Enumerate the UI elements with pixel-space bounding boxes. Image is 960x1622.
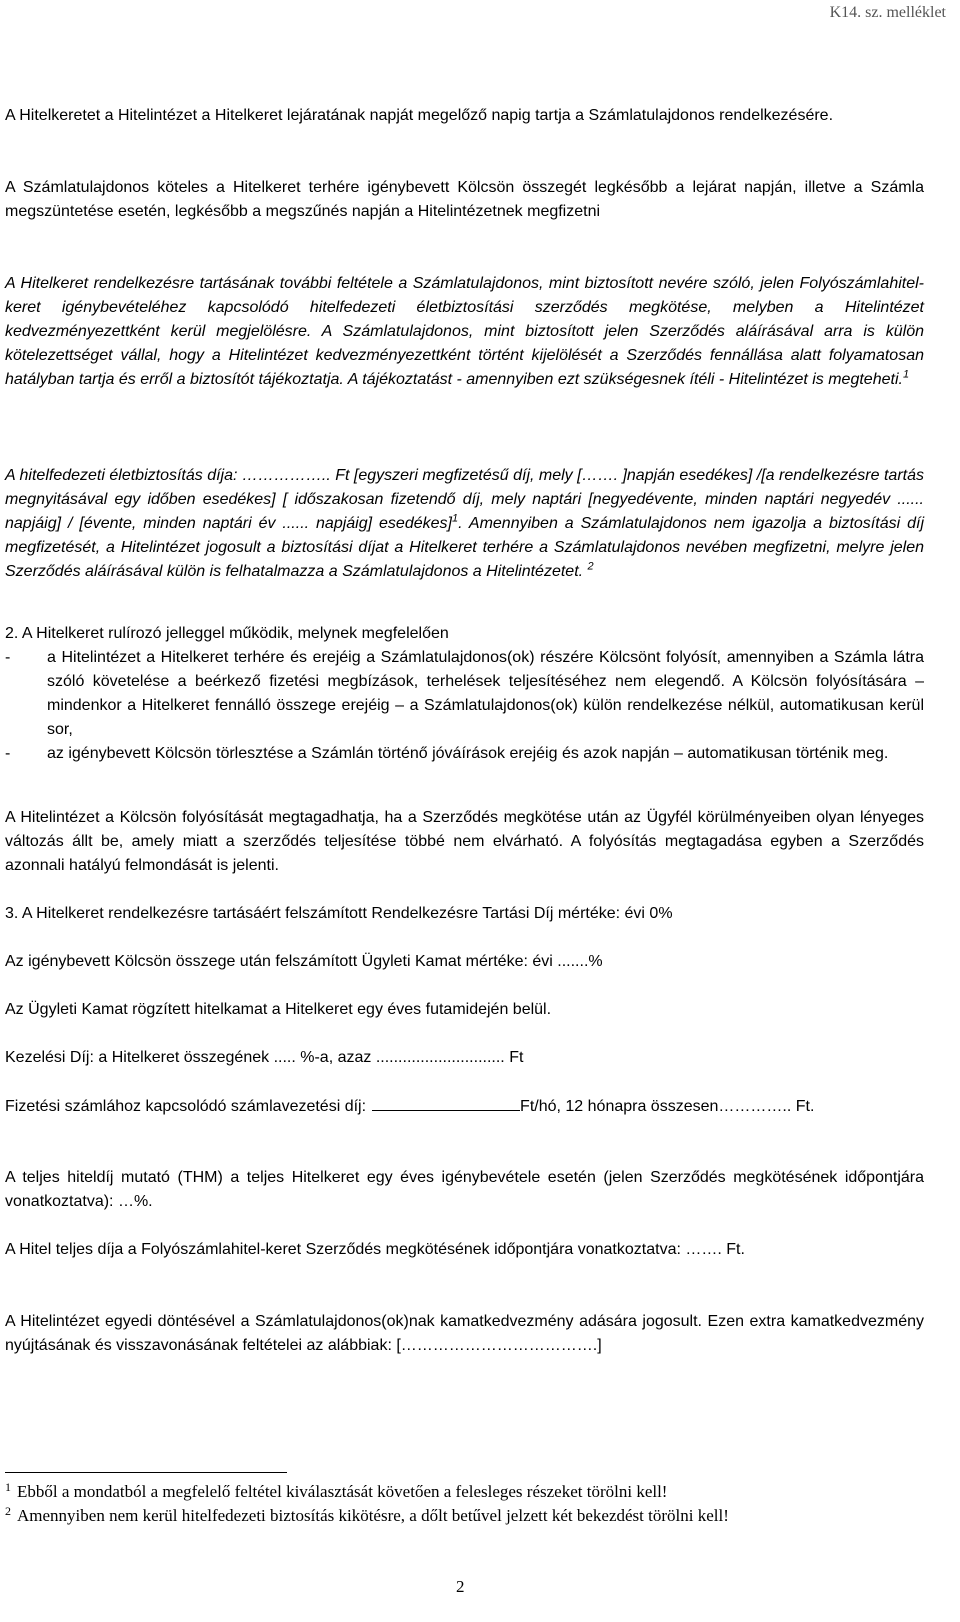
list-item-text: az igénybevett Kölcsön törlesztése a Számlán történő jóváírások erejéig és azok napján – automatikusan történik meg.	[47, 745, 889, 762]
footnote-ref-2: 2	[587, 560, 594, 573]
page-header: K14. sz. melléklet	[829, 4, 946, 21]
footnote-divider	[5, 1472, 287, 1473]
paragraph-discount: A Hitelintézet egyedi döntésével a Számlatulajdonos(ok)nak kamatkedvezmény adására jogosult. Ezen extra kamatkedvezmény nyújtásának és visszavonásának feltételei az alábbiak: [……………………………….]	[5, 1313, 924, 1354]
footnote-2	[5, 1504, 930, 1529]
page-number: 2	[456, 1577, 465, 1596]
footnote-ref-1: 1	[902, 368, 910, 381]
footnote-ref-1b: 1	[451, 512, 459, 525]
footnote-number: 2	[5, 1504, 11, 1518]
footnote-text: Amennyiben nem kerül hitelfedezeti biztosítás kikötésre, a dőlt betűvel jelzett két bekezdést törölni kell!	[17, 1506, 729, 1525]
list-item-repayment	[5, 742, 924, 766]
footnote-number: 1	[5, 1480, 11, 1494]
insurance-condition-text: A Hitelkeret rendelkezésre tartásának további feltétele a Számlatulajdonos, mint biztosított nevére szóló, jelen Folyószámlahitel-keret igénybevételéhez kapcsolódó hitelfedezeti életbiztosítási szerződés megkötése, melyben a Hitelintézet kedvezményezettként kerül megjelölésre. A Számlatulajdonos, mint biztosított jelen Szerződés aláírásával arra is külön kötelezettséget vállal, hogy a Hitelintézet kedvezményezettként történt kijelölését a Szerződés fennállása alatt folyamatosan hatályban tartja és erről a biztosítót tájékoztatja. A tájékoztatást - amennyiben ezt szükségesnek ítéli - Hitelintézet is megteheti.	[5, 275, 924, 388]
paragraph-credit-line-availability: A Hitelkeretet a Hitelintézet a Hitelkeret lejáratának napját megelőző napig tartja a Számlatulajdonos rendelkezésére.	[5, 107, 834, 124]
paragraph-thm: A teljes hiteldíj mutató (THM) a teljes Hitelkeret egy éves igénybevétele esetén (jelen Szerződés megkötésének időpontjára vonatkoztatva): …%.	[5, 1169, 924, 1210]
paragraph-repayment-obligation: A Számlatulajdonos köteles a Hitelkeret terhére igénybevett Kölcsön összegét legkésőbb a lejárat napján, illetve a Számla megszüntetése esetén, legkésőbb a megszűnés napján a Hitelintézetnek megfizetni	[5, 179, 924, 220]
paragraph-total-cost: A Hitel teljes díja a Folyószámlahitel-keret Szerződés megkötésének időpontjára vonatkoztatva: ……. Ft.	[5, 1241, 745, 1258]
list-item-text: a Hitelintézet a Hitelkeret terhére és erejéig a Számlatulajdonos(ok) részére Kölcsönt folyósít, amennyiben a Számla látra szóló követelése a beérkező fizetési megbízások, terhelések teljesítéséhez nem elegendő. A Kölcsön folyósítására – mindenkor a Hitelkeret fennálló összege erejéig – a Számlatulajdonos(ok) külön rendelkezése nélkül, automatikusan kerül sor,	[47, 649, 924, 738]
account-fee-unit: Ft/hó, 12 hónapra összesen………….. Ft.	[520, 1098, 815, 1115]
list-dash: -	[5, 745, 11, 762]
footnote-text: Ebből a mondatból a megfelelő feltétel kiválasztását követően a felesleges részeket törölni kell!	[17, 1482, 668, 1501]
insurance-fee-text-continued: . Amennyiben a Számlatulajdonos nem igazolja a biztosítási díj megfizetését, a Hitelintézet jogosult a biztosítási díjat a Hitelkeret terhére a Számlatulajdonos nevében megfizetni, melyre jelen Szerződés aláírásával külön is felhatalmazza a Számlatulajdonos a Hitelintézetet.	[5, 515, 924, 580]
paragraph-insurance-fee	[5, 464, 924, 584]
insurance-fee-text: A hitelfedezeti életbiztosítás díja: …………….. Ft [egyszeri megfizetésű díj, mely [……. ]napján esedékes] /[a rendelkezésre tartás megnyitásával egy időben esedékes] [ időszakosan fizetendő díj, mely naptári [negyedévente, minden naptári negyedév ...... napjáig] / [évente, minden naptári év ...... napjáig] esedékes]	[5, 467, 924, 532]
paragraph-interest-rate: Az igénybevett Kölcsön összege után felszámított Ügyleti Kamat mértéke: évi .......%	[5, 953, 603, 970]
account-fee-label: Fizetési számlához kapcsolódó számlavezetési díj:	[5, 1098, 367, 1115]
blank-line	[372, 1094, 520, 1111]
paragraph-refusal: A Hitelintézet a Kölcsön folyósítását megtagadhatja, ha a Szerződés megkötése után az Ügyfél körülményeiben olyan lényeges változás állt be, amely miatt a szerződés teljesítése többé nem elvárható. A folyósítás megtagadása egyben a Szerződés azonnali hatályú felmondását is jelenti.	[5, 809, 924, 874]
paragraph-account-fee	[5, 1094, 924, 1119]
paragraph-revolving-intro: 2. A Hitelkeret rulírozó jelleggel működik, melynek megfelelően	[5, 625, 449, 642]
list-item-disbursement	[5, 646, 924, 742]
paragraph-handling-fee: Kezelési Díj: a Hitelkeret összegének ..... %-a, azaz ............................. Ft	[5, 1049, 524, 1066]
paragraph-insurance-condition	[5, 272, 924, 392]
paragraph-fixed-rate: Az Ügyleti Kamat rögzített hitelkamat a Hitelkeret egy éves futamidején belül.	[5, 1001, 552, 1018]
paragraph-availability-fee: 3. A Hitelkeret rendelkezésre tartásáért felszámított Rendelkezésre Tartási Díj mértéke: évi 0%	[5, 905, 673, 922]
footnote-1	[5, 1480, 930, 1505]
list-dash: -	[5, 649, 11, 666]
